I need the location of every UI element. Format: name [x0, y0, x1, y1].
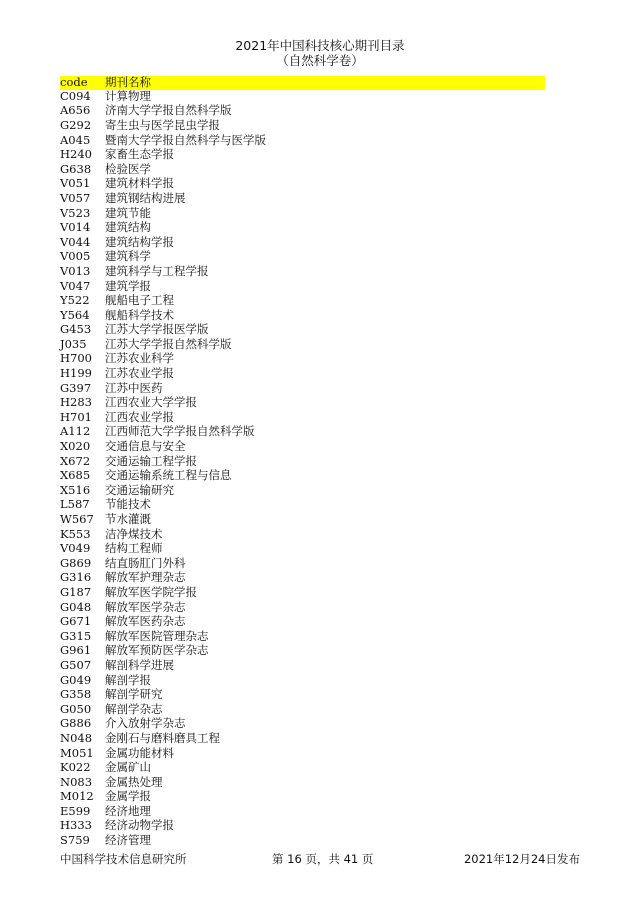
table-row: [60, 323, 545, 338]
table-row: [60, 440, 545, 455]
journal-name: 建筑科学与工程学报: [105, 263, 209, 278]
journal-name: 交通运输系统工程与信息: [105, 468, 232, 483]
journal-name: 经济动物学报: [105, 818, 174, 833]
journal-name: 江苏大学学报医学版: [105, 322, 209, 337]
journal-code: A045: [60, 132, 91, 147]
journal-code: V047: [60, 278, 91, 293]
journal-name: 建筑结构: [105, 220, 151, 235]
journal-code: H701: [60, 409, 92, 424]
journal-name: 江苏农业学报: [105, 366, 174, 381]
journal-code: V013: [60, 263, 91, 278]
journal-code: G869: [60, 555, 92, 570]
journal-code: X685: [60, 468, 91, 483]
table-row: [60, 528, 545, 543]
column-header-name: 期刊名称: [105, 75, 151, 89]
footer-page-number: 第 16 页，共 41 页: [272, 852, 374, 866]
journal-name: 结构工程师: [105, 541, 163, 556]
journal-code: K553: [60, 526, 91, 541]
table-row: [60, 586, 545, 601]
journal-name: 解剖学报: [105, 672, 151, 687]
table-row: [60, 367, 545, 382]
table-row: [60, 484, 545, 499]
table-row: [60, 542, 545, 557]
journal-name: 江苏大学学报自然科学版: [105, 336, 232, 351]
table-row: [60, 571, 545, 586]
table-row: [60, 280, 545, 295]
table-row: [60, 630, 545, 645]
table-row: [60, 411, 545, 426]
table-row: [60, 104, 545, 119]
journal-name: 经济地理: [105, 803, 151, 818]
table-row: [60, 834, 545, 849]
journal-name: 解剖科学进展: [105, 657, 174, 672]
table-row: [60, 688, 545, 703]
table-row: [60, 265, 545, 280]
document-title: 2021年中国科技核心期刊目录: [235, 38, 405, 53]
journal-code: G453: [60, 322, 92, 337]
table-header-row: [60, 76, 545, 90]
journal-name: 解放军医学杂志: [105, 599, 186, 614]
journal-name: 江西师范大学学报自然科学版: [105, 424, 255, 439]
journal-code: A112: [60, 424, 91, 439]
table-row: [60, 790, 545, 805]
journal-code: V051: [60, 176, 91, 191]
table-row: [60, 819, 545, 834]
journal-code: N083: [60, 774, 93, 789]
table-row: [60, 717, 545, 732]
journal-name: 检验医学: [105, 161, 151, 176]
journal-name: 结直肠肛门外科: [105, 555, 186, 570]
document-subtitle: （自然科学卷）: [276, 53, 364, 68]
table-row: [60, 732, 545, 747]
journal-name: 家畜生态学报: [105, 147, 174, 162]
journal-name: 建筑材料学报: [105, 176, 174, 191]
journal-name: 金属功能材料: [105, 745, 174, 760]
table-row: [60, 805, 545, 820]
journal-code: G315: [60, 628, 92, 643]
journal-code: G187: [60, 584, 92, 599]
table-row: [60, 352, 545, 367]
journal-code: G638: [60, 161, 92, 176]
journal-name: 解放军医药杂志: [105, 614, 186, 629]
journal-code: H283: [60, 395, 92, 410]
footer-date: 2021年12月24日发布: [463, 852, 580, 866]
journal-name: 江苏中医药: [105, 380, 163, 395]
journal-code: G397: [60, 380, 92, 395]
journal-code: C094: [60, 88, 91, 103]
journal-name: 解剖学杂志: [105, 701, 163, 716]
journal-name: 金属学报: [105, 789, 151, 804]
journal-code: M012: [60, 789, 94, 804]
table-row: [60, 469, 545, 484]
journal-code: G316: [60, 570, 92, 585]
journal-code: G292: [60, 117, 92, 132]
table-row: [60, 382, 545, 397]
journal-name: 节水灌溉: [105, 512, 151, 527]
table-row: [60, 455, 545, 470]
journal-name: 金刚石与磨料磨具工程: [105, 730, 220, 745]
table-row: [60, 207, 545, 222]
journal-code: V523: [60, 205, 91, 220]
journal-name: 解放军护理杂志: [105, 570, 186, 585]
journal-name: 介入放射学杂志: [105, 716, 186, 731]
table-row: [60, 659, 545, 674]
journal-name: 江西农业大学学报: [105, 395, 197, 410]
journal-code: J035: [60, 336, 87, 351]
journal-code: H199: [60, 366, 92, 381]
journal-code: V044: [60, 234, 91, 249]
journal-code: A656: [60, 103, 91, 118]
journal-name: 寄生虫与医学昆虫学报: [105, 117, 220, 132]
table-row: [60, 644, 545, 659]
table-row: [60, 747, 545, 762]
journal-code: W567: [60, 512, 94, 527]
table-row: [60, 396, 545, 411]
journal-code: H240: [60, 147, 92, 162]
journal-name: 解剖学研究: [105, 687, 163, 702]
journal-code: V057: [60, 190, 91, 205]
journal-name: 金属热处理: [105, 774, 163, 789]
journal-name: 节能技术: [105, 497, 151, 512]
journal-code: G671: [60, 614, 92, 629]
journal-code: N048: [60, 730, 93, 745]
journal-code: V014: [60, 220, 91, 235]
journal-code: V005: [60, 249, 91, 264]
journal-name: 金属矿山: [105, 760, 151, 775]
journal-code: G050: [60, 701, 92, 716]
table-row: [60, 601, 545, 616]
journal-code: X516: [60, 482, 91, 497]
journal-name: 建筑结构学报: [105, 234, 174, 249]
journal-code: G961: [60, 643, 92, 658]
table-row: [60, 90, 545, 105]
table-row: [60, 119, 545, 134]
journal-code: E599: [60, 803, 91, 818]
table-row: [60, 134, 545, 149]
table-row: [60, 761, 545, 776]
journal-code: H333: [60, 818, 92, 833]
table-row: [60, 309, 545, 324]
table-row: [60, 250, 545, 265]
journal-name: 舰船电子工程: [105, 293, 174, 308]
journal-code: G886: [60, 716, 92, 731]
table-row: [60, 163, 545, 178]
table-row: [60, 615, 545, 630]
table-row: [60, 294, 545, 309]
journal-name: 经济管理: [105, 833, 151, 848]
journal-code: X020: [60, 439, 91, 454]
table-row: [60, 776, 545, 791]
journal-name: 建筑钢结构进展: [105, 190, 186, 205]
table-row: [60, 425, 545, 440]
table-row: [60, 236, 545, 251]
journal-code: H700: [60, 351, 92, 366]
journal-code: S759: [60, 833, 90, 848]
journal-name: 计算物理: [105, 88, 151, 103]
journal-name: 洁净煤技术: [105, 526, 163, 541]
journal-code: Y522: [60, 293, 90, 308]
table-row: [60, 148, 545, 163]
journal-list: [60, 90, 545, 849]
table-row: [60, 192, 545, 207]
journal-code: L587: [60, 497, 90, 512]
journal-code: G358: [60, 687, 92, 702]
column-header-code: code: [60, 75, 88, 89]
table-row: [60, 513, 545, 528]
journal-name: 建筑科学: [105, 249, 151, 264]
journal-code: X672: [60, 453, 91, 468]
table-row: [60, 221, 545, 236]
journal-name: 解放军医学院学报: [105, 584, 197, 599]
journal-name: 交通运输研究: [105, 482, 174, 497]
footer-institute: 中国科学技术信息研究所: [60, 852, 187, 866]
journal-name: 建筑节能: [105, 205, 151, 220]
journal-code: M051: [60, 745, 94, 760]
table-row: [60, 498, 545, 513]
journal-name: 解放军预防医学杂志: [105, 643, 209, 658]
journal-code: G048: [60, 599, 92, 614]
journal-code: V049: [60, 541, 91, 556]
journal-code: G507: [60, 657, 92, 672]
table-row: [60, 557, 545, 572]
journal-name: 江西农业学报: [105, 409, 174, 424]
journal-name: 交通信息与安全: [105, 439, 186, 454]
table-row: [60, 177, 545, 192]
journal-name: 江苏农业科学: [105, 351, 174, 366]
journal-name: 交通运输工程学报: [105, 453, 197, 468]
journal-name: 解放军医院管理杂志: [105, 628, 209, 643]
journal-name: 暨南大学学报自然科学与医学版: [105, 132, 266, 147]
journal-code: Y564: [60, 307, 90, 322]
journal-name: 济南大学学报自然科学版: [105, 103, 232, 118]
journal-name: 舰船科学技术: [105, 307, 174, 322]
journal-code: K022: [60, 760, 91, 775]
journal-name: 建筑学报: [105, 278, 151, 293]
journal-code: G049: [60, 672, 92, 687]
table-row: [60, 674, 545, 689]
table-row: [60, 703, 545, 718]
table-row: [60, 338, 545, 353]
